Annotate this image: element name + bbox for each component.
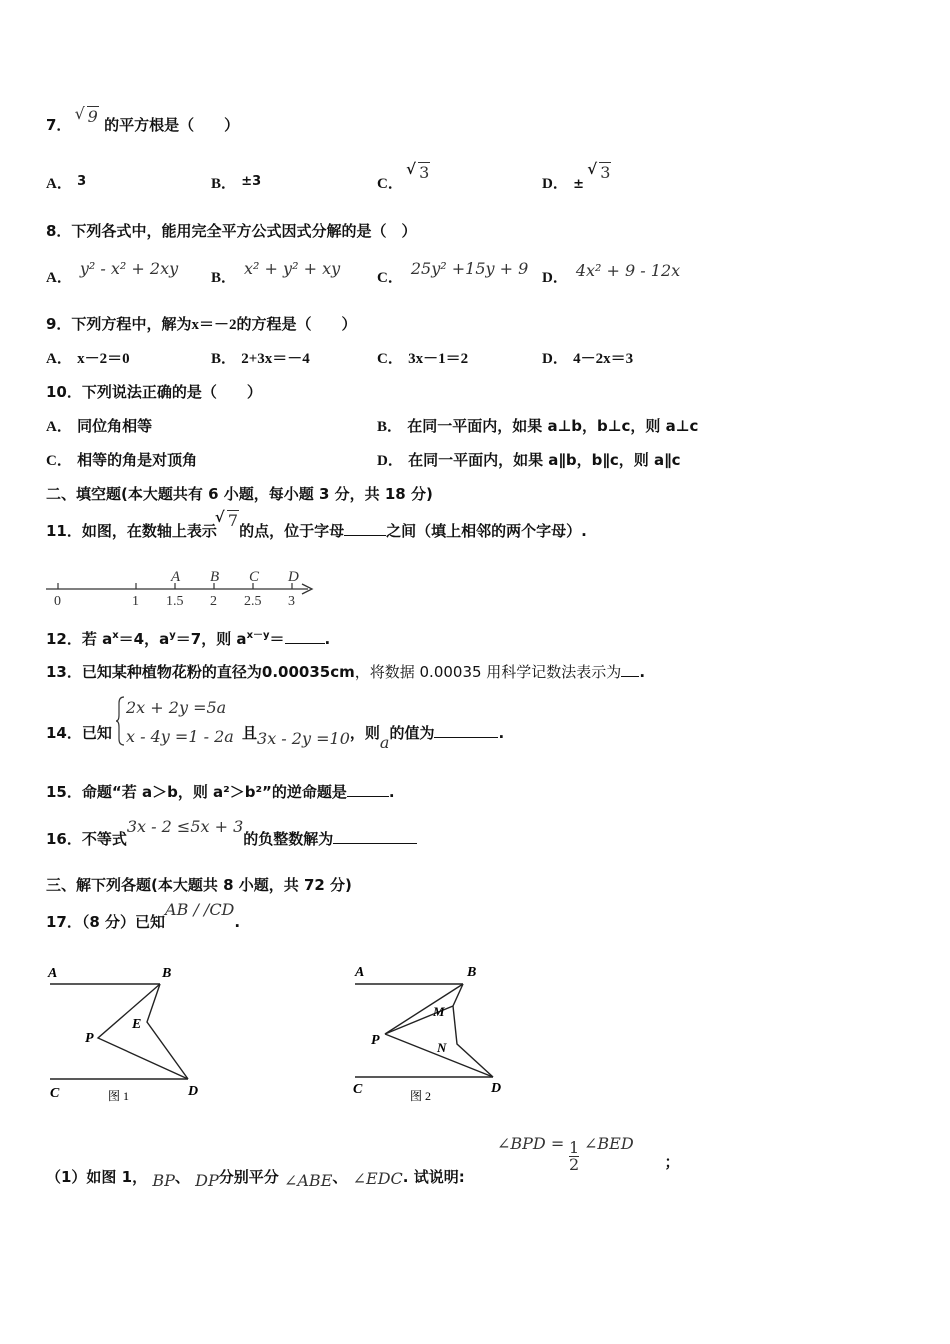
figure-2 [345,958,525,1108]
q17-part1-formula: ∠BPD = $\frac{1}{2}$ ∠BED ； [497,1134,680,1174]
fig1-caption: 图 1 [108,1089,130,1103]
q10-option-c[interactable]: C． 相等的角是对顶角 [46,451,198,469]
number-line-letter-c: C [249,569,260,585]
q9-stem: 9．下列方程中，解为x＝－2的方程是（ ） [46,315,357,333]
q17-stem: 17．（8 分）已知AB / /CD. [46,900,241,931]
number-line-letter-b: B [210,569,220,585]
fig2-label-b: B [467,965,477,980]
section-3-heading: 三、解下列各题(本大题共 8 小题，共 72 分) [46,876,352,894]
fig2-label-p: P [371,1033,380,1048]
q7-stem: 7． √ 9 的平方根是（ ） [46,114,239,135]
fig1-label-c: C [50,1086,60,1101]
fig2-label-m: M [433,1004,445,1019]
fig2-line-bp [385,984,463,1034]
q12-stem: 12．若 $a^x=4$，$a^y=7$，则 $a^{x-y}=$ . [46,630,331,648]
system-brace [116,695,126,747]
q17-part1: （1）如图 1， BP、 DP分别平分 ∠ABE、 ∠EDC. 试说明: [46,1168,465,1190]
figure-1 [40,960,220,1110]
q7-option-d[interactable]: D． ± √ 3 [542,172,611,193]
system-eq1: 2x + 2y =5a [126,698,227,717]
q13-stem: 13．已知某种植物花粉的直径为0.00035cm，将数据 0.00035 用科学记数法表示为 . [46,663,646,681]
number-line-tick-label: 2.5 [244,594,262,609]
q8-option-d[interactable]: D． 4x² + 9 - 12x [542,261,681,286]
q9-option-c[interactable]: C． 3x－1＝2 [377,351,469,367]
number-line-letter-a: A [171,569,181,585]
fig2-label-c: C [353,1082,363,1097]
number-line-tick-label: 2 [210,594,217,609]
number-line-tick-label: 1.5 [166,594,184,609]
q16-stem: 16．不等式3x - 2 ≤5x + 3的负整数解为 [46,828,417,849]
fig2-label-a: A [355,965,365,980]
fig1-label-e: E [132,1017,142,1032]
q9-option-d[interactable]: D． 4－2x＝3 [542,351,634,367]
section-2-heading: 二、填空题(本大题共有 6 小题，每小题 3 分，共 18 分) [46,485,433,503]
fig2-label-n: N [437,1040,447,1055]
q10-stem: 10．下列说法正确的是（ ） [46,383,262,401]
fig2-label-d: D [491,1081,502,1096]
fig1-label-d: D [188,1084,199,1099]
fig1-label-a: A [48,966,58,981]
q7-option-c[interactable]: C． √ 3 [377,172,430,193]
sqrt-9: √ 9 [77,107,99,126]
number-line-tick-label: 1 [132,594,139,609]
q7-option-b[interactable]: B． ±3 [211,174,262,192]
q8-option-c[interactable]: C． 25y² +15y + 9 [377,259,529,286]
q10-option-d[interactable]: D． 在同一平面内，如果 a∥b，b∥c，则 a∥c [377,451,681,469]
fig1-bed [147,984,188,1079]
q9-option-b[interactable]: B． 2+3x＝－4 [211,351,310,367]
number-line-figure [40,562,320,610]
q8-stem: 8．下列各式中，能用完全平方公式因式分解的是（ ） [46,222,417,240]
fig1-label-b: B [162,966,172,981]
q15-stem: 15．命题“若 a＞b，则 a²＞b²”的逆命题是 . [46,783,395,801]
number-line-letter-d: D [288,569,299,585]
system-eq2: x - 4y =1 - 2a [126,727,234,746]
fig1-bpd [98,984,188,1079]
q14-rest: 且3x - 2y =10，则a的值为 . [242,724,505,752]
fig2-caption: 图 2 [410,1089,432,1103]
q7-option-a[interactable]: A． 3 [46,174,87,192]
q8-option-a[interactable]: A． y² - x² + 2xy [46,259,179,286]
q14-stem: 14．已知 [46,724,112,742]
q10-option-a[interactable]: A． 同位角相等 [46,417,153,435]
q9-option-a[interactable]: A． x－2＝0 [46,351,130,367]
number-line-tick-label: 3 [288,594,295,609]
q10-option-b[interactable]: B． 在同一平面内，如果 a⊥b，b⊥c，则 a⊥c [377,417,699,435]
fig1-label-p: P [85,1031,94,1046]
number-line-tick-label: 0 [54,594,61,609]
q8-option-b[interactable]: B． x² + y² + xy [211,259,341,286]
q11-stem: 11．如图，在数轴上表示√ 7的点，位于字母 之间（填上相邻的两个字母）. [46,520,587,541]
